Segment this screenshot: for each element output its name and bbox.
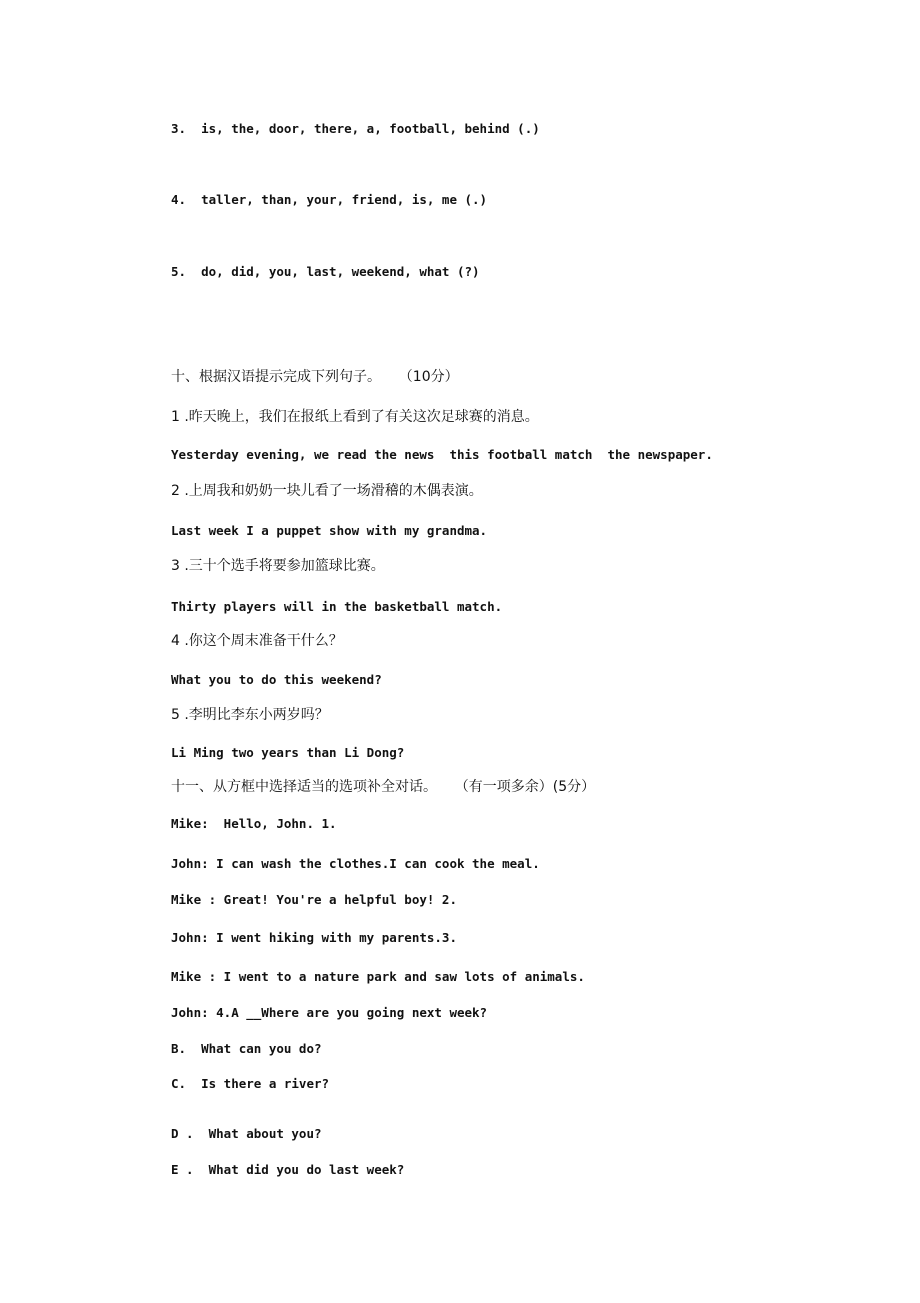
option-b: B. What can you do? — [171, 1041, 322, 1056]
part10-q2-en: Last week I a puppet show with my grandma. — [171, 523, 488, 538]
part9-item-3: 3. is, the, door, there, a, football, behind (.) — [171, 121, 540, 136]
part10-q1-cn: 1 .昨天晚上，我们在报纸上看到了有关这次足球赛的消息。 — [171, 409, 539, 425]
part10-q1-en: Yesterday evening, we read the news this football match the newspaper. — [171, 447, 713, 462]
option-c: C. Is there a river? — [171, 1076, 330, 1091]
dialogue-line-2: John: I can wash the clothes.I can cook the meal. — [171, 856, 540, 871]
part9-item-4: 4. taller, than, your, friend, is, me (.) — [171, 192, 488, 207]
dialogue-line-5: Mike : I went to a nature park and saw lots of animals. — [171, 969, 585, 984]
option-e: E . What did you do last week? — [171, 1162, 405, 1177]
dialogue-line-3: Mike : Great! You're a helpful boy! 2. — [171, 892, 457, 907]
option-d: D . What about you? — [171, 1126, 322, 1141]
part10-q3-cn: 3 .三十个选手将要参加篮球比赛。 — [171, 558, 385, 574]
dialogue-line-1: Mike: Hello, John. 1. — [171, 816, 337, 831]
part11-heading: 十一、从方框中选择适当的选项补全对话。 （有一项多余）(5分） — [171, 779, 596, 795]
part10-q3-en: Thirty players will in the basketball match. — [171, 599, 503, 614]
part10-q4-en: What you to do this weekend? — [171, 672, 382, 687]
dialogue-line-6: John: 4.A __Where are you going next week? — [171, 1005, 488, 1020]
dialogue-line-4: John: I went hiking with my parents.3. — [171, 930, 457, 945]
part10-q5-en: Li Ming two years than Li Dong? — [171, 745, 405, 760]
part10-q5-cn: 5 .李明比李东小两岁吗？ — [171, 707, 329, 723]
part10-heading: 十、根据汉语提示完成下列句子。 （10分） — [171, 369, 459, 385]
part9-item-5: 5. do, did, you, last, weekend, what (?) — [171, 264, 480, 279]
part10-q4-cn: 4 .你这个周末准备干什么？ — [171, 633, 343, 649]
part10-q2-cn: 2 .上周我和奶奶一块儿看了一场滑稽的木偶表演。 — [171, 483, 483, 499]
